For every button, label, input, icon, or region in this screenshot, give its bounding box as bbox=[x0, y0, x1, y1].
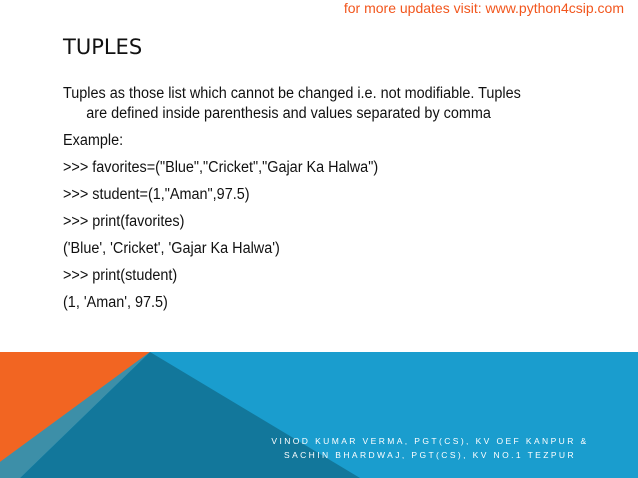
intro-paragraph: Tuples as those list which cannot be changed i.e. not modifiable. Tuples are defined inside parenthesis and values separated by comma bbox=[63, 85, 521, 122]
output-line-student: (1, 'Aman', 97.5) bbox=[63, 294, 168, 311]
code-line-print-favorites: >>> print(favorites) bbox=[63, 213, 185, 230]
code-line-favorites-assign: >>> favorites=("Blue","Cricket","Gajar Ka Halwa") bbox=[63, 159, 379, 176]
example-label: Example: bbox=[63, 132, 124, 149]
slide-body bbox=[63, 84, 563, 313]
footer-credits bbox=[270, 434, 590, 462]
code-line-student-assign: >>> student=(1,"Aman",97.5) bbox=[63, 186, 250, 203]
footer-credit-line-1: VINOD KUMAR VERMA, PGT(CS), KV OEF KANPUR & bbox=[271, 436, 589, 446]
footer-credit-line-2: SACHIN BHARDWAJ, PGT(CS), KV NO.1 TEZPUR bbox=[284, 450, 576, 460]
website-link[interactable]: for more updates visit: www.python4csip.com bbox=[343, 0, 624, 16]
output-line-favorites: ('Blue', 'Cricket', 'Gajar Ka Halwa') bbox=[63, 240, 280, 257]
footer-band bbox=[0, 352, 638, 478]
code-line-print-student: >>> print(student) bbox=[63, 267, 178, 284]
slide-title: TUPLES bbox=[63, 35, 143, 59]
